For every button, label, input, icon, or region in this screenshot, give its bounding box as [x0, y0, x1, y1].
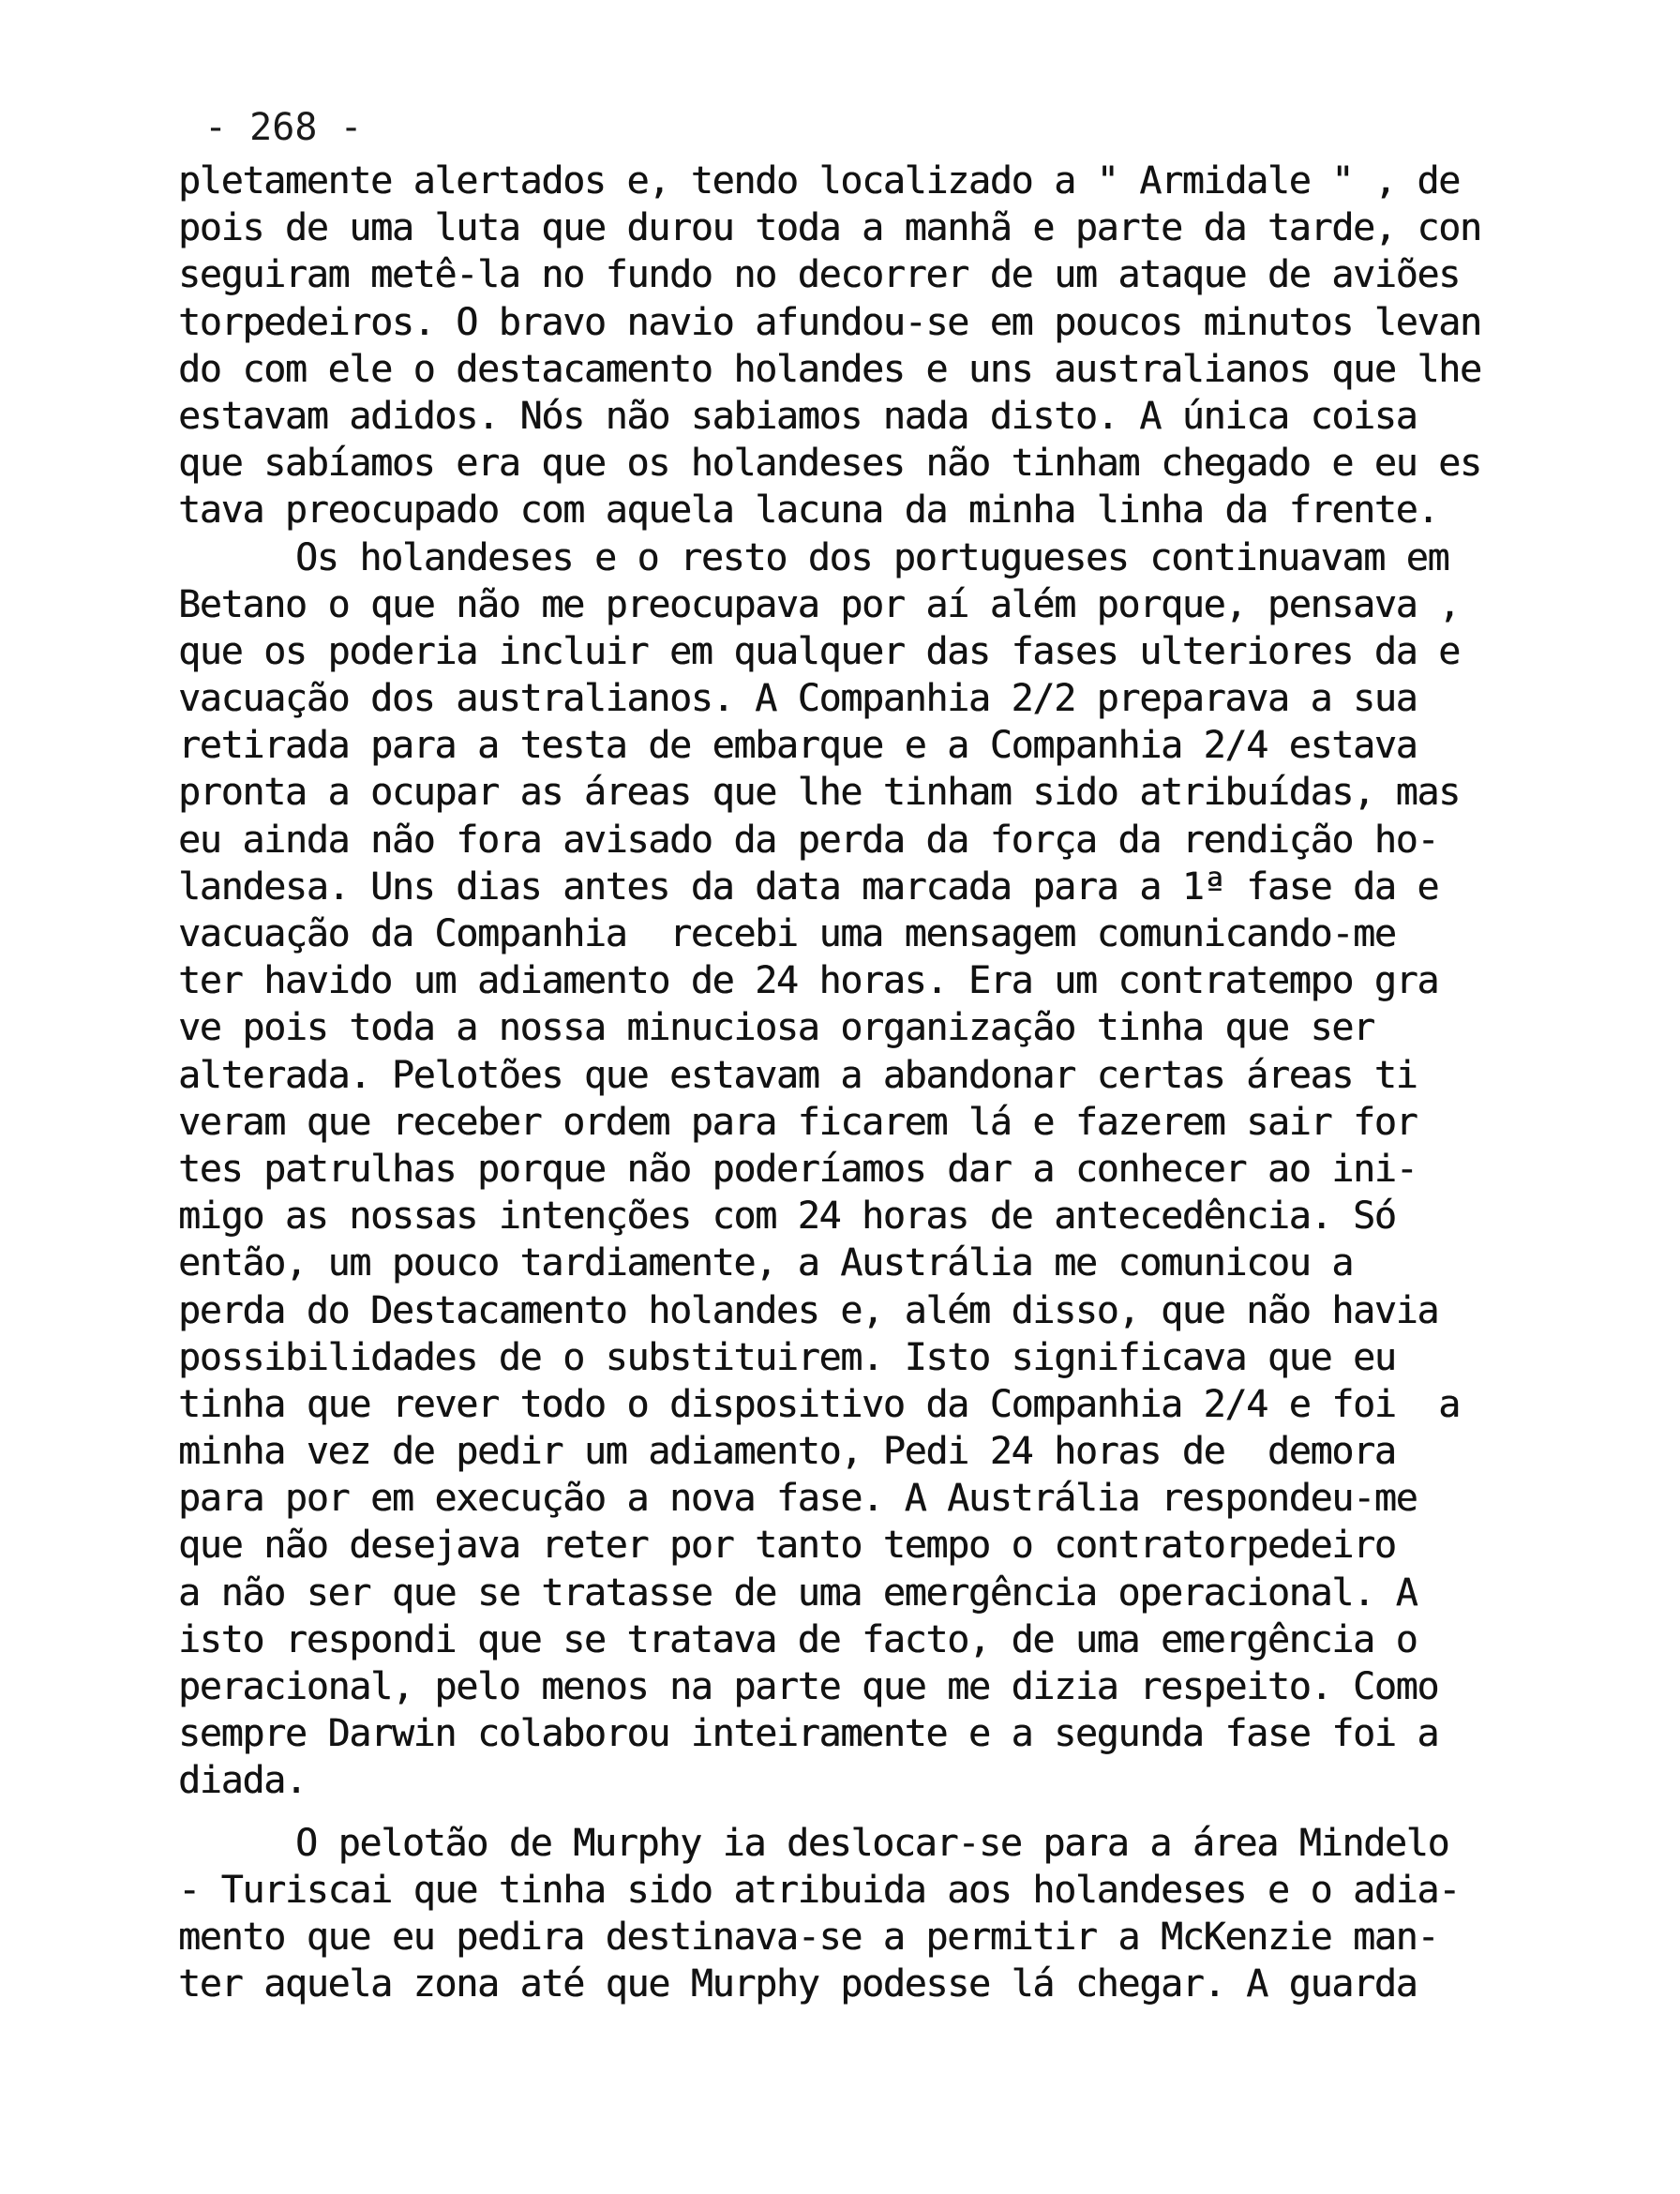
text-line: pronta a ocupar as áreas que lhe tinham sido atribuídas, mas — [178, 771, 1460, 815]
text-line: para por em execução a nova fase. A Austrália respondeu-me — [178, 1477, 1418, 1521]
text-line: migo as nossas intenções com 24 horas de antecedência. Só — [178, 1195, 1396, 1239]
text-line: peracional, pelo menos na parte que me dizia respeito. Como — [178, 1665, 1439, 1708]
text-line: alterada. Pelotões que estavam a abandonar certas áreas ti — [178, 1053, 1418, 1097]
text-line: do com ele o destacamento holandes e uns australianos que lhe — [178, 347, 1481, 391]
text-line: isto respondi que se tratava de facto, de uma emergência o — [178, 1617, 1418, 1661]
text-line: Betano o que não me preocupava por aí além porque, pensava , — [178, 582, 1460, 626]
text-line: diada. — [178, 1759, 307, 1803]
text-line: pois de uma luta que durou toda a manhã e parte da tarde, con — [178, 206, 1481, 250]
text-line: pletamente alertados e, tendo localizado a " Armidale " , de — [178, 159, 1460, 203]
text-line: sempre Darwin colaborou inteiramente e a segunda fase foi a — [178, 1712, 1439, 1756]
text-line: torpedeiros. O bravo navio afundou-se em poucos minutos levan — [178, 300, 1481, 344]
text-line: ter havido um adiamento de 24 horas. Era um contratempo gra — [178, 959, 1439, 1003]
text-line: perda do Destacamento holandes e, além disso, que não havia — [178, 1288, 1439, 1332]
paragraph-1 — [178, 158, 1603, 534]
text-line: então, um pouco tardiamente, a Austrália me comunicou a — [178, 1241, 1354, 1285]
page-number: - 268 - — [204, 106, 363, 149]
text-line: O pelotão de Murphy ia deslocar-se para a área Mindelo — [295, 1821, 1449, 1865]
text-line: landesa. Uns dias antes da data marcada para a 1ª fase da e — [178, 864, 1439, 909]
text-line: tes patrulhas porque não poderíamos dar a conhecer ao ini- — [178, 1147, 1418, 1191]
text-line: que não desejava reter por tanto tempo o contratorpedeiro — [178, 1524, 1396, 1568]
text-line: eu ainda não fora avisado da perda da força da rendição ho- — [178, 818, 1439, 862]
text-line: retirada para a testa de embarque e a Companhia 2/4 estava — [178, 724, 1418, 768]
text-line: seguiram metê-la no fundo no decorrer de um ataque de aviões — [178, 253, 1460, 297]
text-line: que os poderia incluir em qualquer das fases ulteriores da e — [178, 629, 1460, 673]
text-line: Os holandeses e o resto dos portugueses continuavam em — [295, 535, 1449, 579]
text-line: que sabíamos era que os holandeses não tinham chegado e eu es — [178, 442, 1481, 486]
text-line: possibilidades de o substituirem. Isto significava que eu — [178, 1335, 1396, 1379]
text-line: mento que eu pedira destinava-se a permitir a McKenzie man- — [178, 1915, 1439, 1959]
paragraph-3 — [178, 1820, 1603, 2008]
paragraph-2 — [178, 534, 1603, 1805]
text-line: vacuação dos australianos. A Companhia 2/2 preparava a sua — [178, 677, 1418, 721]
text-line: ter aquela zona até que Murphy podesse lá chegar. A guarda — [178, 1962, 1418, 2006]
text-line: a não ser que se tratasse de uma emergência operacional. A — [178, 1570, 1418, 1615]
text-line: - Turiscai que tinha sido atribuida aos holandeses e o adia- — [178, 1868, 1460, 1912]
text-line: tava preocupado com aquela lacuna da minha linha da frente. — [178, 488, 1439, 533]
text-line: minha vez de pedir um adiamento, Pedi 24 horas de demora — [178, 1430, 1396, 1474]
text-line: ve pois toda a nossa minuciosa organização tinha que ser — [178, 1006, 1374, 1050]
text-line: vacuação da Companhia recebi uma mensagem comunicando-me — [178, 912, 1396, 955]
text-line: veram que receber ordem para ficarem lá e fazerem sair for — [178, 1100, 1418, 1144]
body-text — [178, 158, 1603, 2007]
text-line: tinha que rever todo o dispositivo da Companhia 2/4 e foi a — [178, 1382, 1460, 1426]
text-line: estavam adidos. Nós não sabiamos nada disto. A única coisa — [178, 394, 1418, 438]
